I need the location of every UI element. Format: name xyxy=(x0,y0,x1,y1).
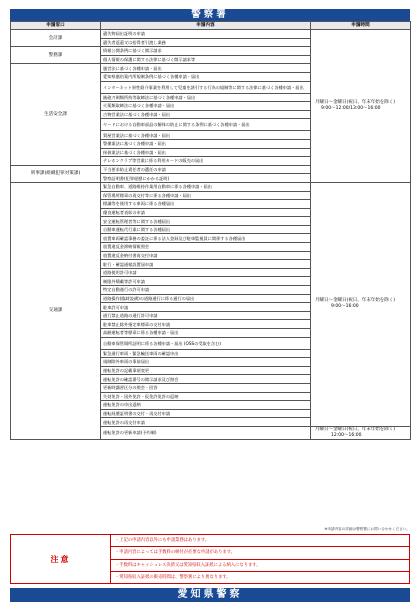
row-item: 駐行・確認通報設置届申請 xyxy=(101,260,311,269)
row-item: 保管場所標章の再交付等に係る各種申請・届出 xyxy=(101,191,311,200)
row-item: 緊急自動車、道路維持作業用自動車に係る各種申請・届出 xyxy=(101,182,311,191)
row-item: ヤードにおける自動車部品の解体の防止に関する条例に基づく各種申請・届出 xyxy=(101,119,311,131)
row-item: 通行禁止道路の通行許可申請 xyxy=(101,311,311,320)
table-row xyxy=(11,182,411,191)
row-item: 風営法に基づく各種申請・届出 xyxy=(101,64,311,73)
row-item: 失効免許・国外免許・仮免許免許の返納 xyxy=(101,392,311,401)
row-item: 放置車両確認事務の委託に係る法人登録及び駐車監視員に関係する各種届出 xyxy=(101,234,311,243)
notice-box xyxy=(10,534,410,584)
row-item: 銃砲刀剣類所持等取締法に基づく各種申請・届出 xyxy=(101,93,311,102)
notice-item: ・愛知県収入証紙の販売時間は、警察署により異なります。 xyxy=(115,574,231,580)
page-title: 警察署 xyxy=(10,9,410,21)
row-item: 更新時講習区分の照会・回答 xyxy=(101,383,311,392)
row-item: インターネット異性紹介事業を利用して児童を誘引する行為の規制等に関する法律に基づく各種申請・届出 xyxy=(101,81,311,93)
row-item: 遺失物届出証明の申請 xyxy=(101,30,311,39)
table-header-row xyxy=(11,22,411,30)
row-item: 個人情報の保護に関する法律に基づく開示請求等 xyxy=(101,55,311,64)
dept-keimu: 警務課 xyxy=(11,47,101,64)
row-item: 規制除外車両の事前届出 xyxy=(101,358,311,367)
row-item: 高齢運転者等標章に係る各種申請・届出 xyxy=(101,329,311,338)
row-item: 運転免許の更新申請(予約制) xyxy=(101,426,311,439)
row-item: 質屋営業法に基づく各種申請・届出 xyxy=(101,131,311,140)
row-item: 標識等を使用する車両に係る各種届出 xyxy=(101,200,311,209)
row-item: 優良運転者表彰の申請 xyxy=(101,208,311,217)
row-item: 駐車禁止除外指定車標章の交付申請 xyxy=(101,320,311,329)
row-item: 運転免許の確認番号の開示請求及び照会 xyxy=(101,375,311,384)
row-item: 安全運転管理者等に関する各種届出 xyxy=(101,217,311,226)
row-item: 運転経歴証明書の交付・再交付申請 xyxy=(101,409,311,418)
footnote: ※申請内容の詳細は警察署にお問い合わせください。 xyxy=(324,527,410,531)
notice-list xyxy=(111,535,409,583)
row-item: 放置違反金納付書再交付申請 xyxy=(101,251,311,260)
hours-last: 月曜日～金曜日(祝日、年末年始を除く) 12:00～16:00 xyxy=(311,426,411,439)
row-item: 緊急通行車両・緊急輸送車両の確認申出 xyxy=(101,349,311,358)
row-item: 駐車許可申請 xyxy=(101,303,311,312)
row-item: 火薬類取締法に基づく各種申請・届出 xyxy=(101,102,311,111)
row-item: 自動車運転代行業に関する各種届出 xyxy=(101,225,311,234)
footer-title: 愛知県警察 xyxy=(10,588,410,602)
row-item: テレホンクラブ等営業に係る利用カードの販売の届出 xyxy=(101,157,311,166)
row-item: 特定自動運行の許可申請 xyxy=(101,286,311,295)
row-item: 運転免許の再交付申請 xyxy=(101,418,311,427)
dept-seian: 生活安全課 xyxy=(11,64,101,165)
notice-label: 注意 xyxy=(11,535,111,583)
row-item: 運転免許の申出返納 xyxy=(101,401,311,410)
row-item: 放置違反金滞納情報照会 xyxy=(101,243,311,252)
application-table xyxy=(10,21,411,440)
row-item: 自動車保管場所証明に係る各種申請・届出 (OSSの受取を含む) xyxy=(101,337,311,349)
row-item: 情報公開条例に基づく開示請求 xyxy=(101,47,311,56)
row-item: 探偵業法に基づく各種申請・届出 xyxy=(101,148,311,157)
row-item: 不当要求防止責任者の選任の申請 xyxy=(101,165,311,174)
row-item: 遺失者返還又は拾得者引渡し業務 xyxy=(101,38,311,47)
row-item: 運転免許の記載事項変更 xyxy=(101,366,311,375)
header-content: 申請内容 xyxy=(101,22,311,30)
dept-kotsu: 交通課 xyxy=(11,182,101,439)
row-item: 制限外積載等許可申請 xyxy=(101,277,311,286)
header-hours: 申請時間 xyxy=(311,22,411,30)
dept-keiji: 刑事課(組織犯罪対策課) xyxy=(11,165,101,182)
header-dept: 申請窓口 xyxy=(11,22,101,30)
row-item: 警察証明書(犯罪経歴にかかる証明) xyxy=(101,174,311,183)
row-item: 道路使用許可申請 xyxy=(101,268,311,277)
hours-traffic: 月曜日～金曜日(祝日、年末年始を除く) 9:00～16:00 xyxy=(311,182,411,426)
notice-item: ・手数料はキャッシュレス決済又は愛知県収入証紙による納入になります。 xyxy=(111,560,409,572)
row-item: 古物営業法に基づく各種申請・届出 xyxy=(101,110,311,119)
table-row xyxy=(11,30,411,39)
row-item: 道路操作(臨時設備)の道路通行に係る通行の届出 xyxy=(101,294,311,303)
notice-item: ・申請内容によっては手数料の納付が必要な申請があります。 xyxy=(111,547,409,559)
row-item: 愛知県風俗案内所規制条例に基づく各種申請・届出 xyxy=(101,72,311,81)
dept-kaikei: 会計課 xyxy=(11,30,101,47)
row-item: 警備業法に基づく各種申請・届出 xyxy=(101,139,311,148)
notice-item: ・上記の申請内容以外にも申請業務はあります。 xyxy=(111,535,409,547)
hours-general: 月曜日～金曜日(祝日、年末年始を除く) 9:00～12:00/13:00～16:00 xyxy=(311,30,411,183)
